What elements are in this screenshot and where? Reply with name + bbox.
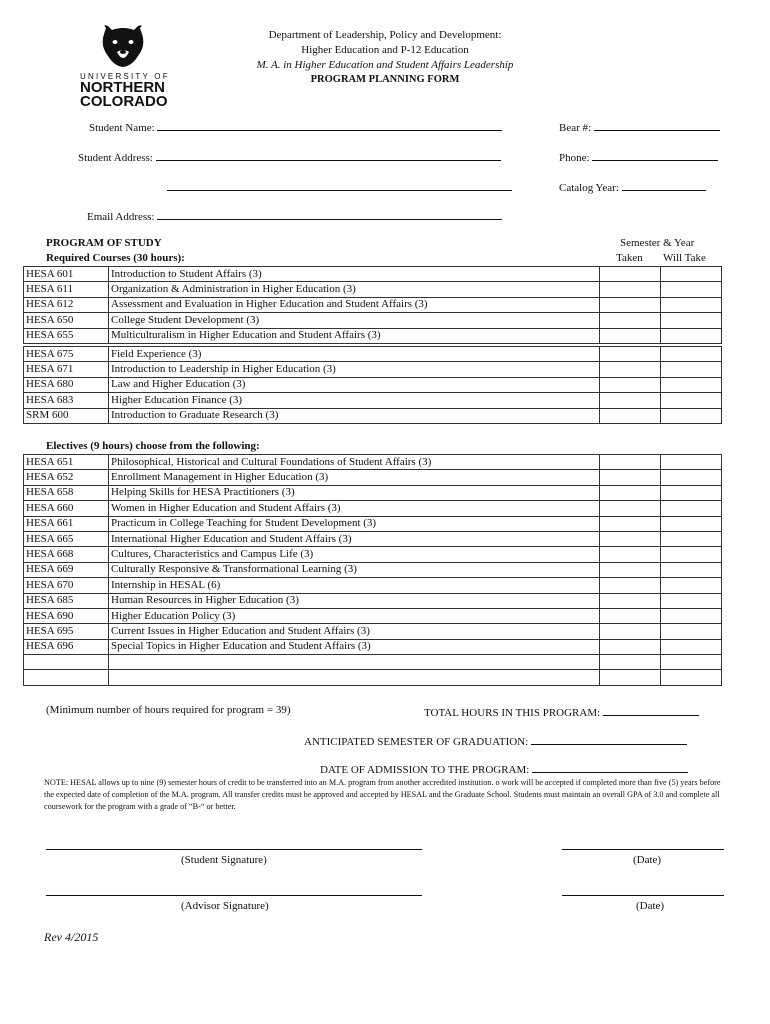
course-name: Practicum in College Teaching for Student Development (3) [109,516,600,531]
will-take-cell[interactable] [661,562,722,577]
will-take-cell[interactable] [661,578,722,593]
course-row [24,393,722,408]
will-take-cell[interactable] [661,516,722,531]
course-row [24,282,722,297]
student-name-field[interactable] [89,119,502,134]
will-take-cell[interactable] [661,655,722,670]
taken-cell[interactable] [600,608,661,623]
taken-cell[interactable] [600,470,661,485]
electives-title: Electives (9 hours) choose from the following: [46,440,260,452]
taken-cell[interactable] [600,485,661,500]
course-row [24,501,722,516]
will-take-header: Will Take [663,252,706,264]
taken-cell[interactable] [600,408,661,423]
student-signature-label: (Student Signature) [181,854,267,866]
will-take-cell[interactable] [661,593,722,608]
email-line[interactable] [157,208,502,220]
anticipated-graduation-field[interactable] [304,733,687,748]
address-line-2-line[interactable] [167,179,512,191]
taken-cell[interactable] [600,328,661,343]
taken-cell[interactable] [600,593,661,608]
admission-date-field[interactable] [320,761,688,776]
bear-label: Bear #: [559,122,592,134]
will-take-cell[interactable] [661,455,722,470]
semester-year-header: Semester & Year [620,237,695,249]
student-address-line[interactable] [156,149,501,161]
will-take-cell[interactable] [661,377,722,392]
logo-colorado: COLORADO [80,93,168,110]
will-take-cell[interactable] [661,267,722,282]
course-name: Human Resources in Higher Education (3) [109,593,600,608]
required-courses-title: Required Courses (30 hours): [46,252,185,264]
course-row [24,624,722,639]
course-name [109,670,600,685]
advisor-date-line[interactable] [562,895,724,896]
unc-logo [80,24,170,110]
required-courses-table-b [23,346,722,424]
course-name: International Higher Education and Student Affairs (3) [109,531,600,546]
course-name: Introduction to Graduate Research (3) [109,408,600,423]
course-name: Introduction to Student Affairs (3) [109,267,600,282]
total-hours-field[interactable] [424,704,699,719]
form-title: PROGRAM PLANNING FORM [310,74,460,85]
will-take-cell[interactable] [661,670,722,685]
course-row [24,593,722,608]
course-name [109,655,600,670]
will-take-cell[interactable] [661,297,722,312]
course-code: HESA 655 [24,328,109,343]
revision-label: Rev 4/2015 [44,930,99,944]
course-code: HESA 612 [24,297,109,312]
course-code: SRM 600 [24,408,109,423]
taken-cell[interactable] [600,393,661,408]
course-name: Enrollment Management in Higher Education (3) [109,470,600,485]
course-code: HESA 652 [24,470,109,485]
taken-cell[interactable] [600,455,661,470]
degree-line: M. A. in Higher Education and Student Affairs Leadership [256,59,514,71]
logo-university-of: UNIVERSITY OF [80,72,170,81]
minimum-hours-note: (Minimum number of hours required for program = 39) [46,704,291,716]
student-date-line[interactable] [562,849,724,850]
course-name: Organization & Administration in Higher Education (3) [109,282,600,297]
course-row [24,531,722,546]
taken-cell[interactable] [600,531,661,546]
will-take-cell[interactable] [661,624,722,639]
course-name: Current Issues in Higher Education and Student Affairs (3) [109,624,600,639]
will-take-cell[interactable] [661,501,722,516]
course-row [24,347,722,362]
student-date-label: (Date) [633,854,662,866]
transfer-credit-note: NOTE: HESAL allows up to nine (9) semester hours of credit to be transferred into an M.A. program from another accredited institution. o work will be accepted if completed more than five (5) years before the expected date of completion of the M.A. program. All transfer credits must be approved and accepted by HESAL and the Graduate School. Students must maintain an overall GPA of 3.0 and complete all coursework for the program with a grade of “B-“ or better. [44,778,721,811]
course-row [24,328,722,343]
course-row [24,670,722,685]
course-row [24,297,722,312]
will-take-cell[interactable] [661,547,722,562]
taken-cell[interactable] [600,624,661,639]
taken-cell[interactable] [600,501,661,516]
course-code: HESA 671 [24,362,109,377]
electives-table [23,454,722,686]
catalog-year-line[interactable] [622,179,706,191]
course-code [24,670,109,685]
catalog-year-label: Catalog Year: [559,182,619,194]
total-hours-line[interactable] [603,704,699,716]
course-code: HESA 690 [24,608,109,623]
taken-cell[interactable] [600,347,661,362]
email-field[interactable] [87,208,502,223]
phone-line[interactable] [592,149,718,161]
will-take-cell[interactable] [661,408,722,423]
course-name: Culturally Responsive & Transformational Learning (3) [109,562,600,577]
course-code: HESA 669 [24,562,109,577]
course-name: Field Experience (3) [109,347,600,362]
will-take-cell[interactable] [661,282,722,297]
will-take-cell[interactable] [661,328,722,343]
course-code: HESA 665 [24,531,109,546]
email-label: Email Address: [87,211,155,223]
course-name: College Student Development (3) [109,313,600,328]
taken-cell[interactable] [600,377,661,392]
course-code: HESA 680 [24,377,109,392]
bear-field[interactable] [559,119,720,134]
course-row [24,608,722,623]
course-code: HESA 660 [24,501,109,516]
course-code: HESA 695 [24,624,109,639]
course-code: HESA 685 [24,593,109,608]
will-take-cell[interactable] [661,347,722,362]
course-name: Law and Higher Education (3) [109,377,600,392]
will-take-cell[interactable] [661,531,722,546]
course-name: Women in Higher Education and Student Affairs (3) [109,501,600,516]
will-take-cell[interactable] [661,313,722,328]
course-row [24,313,722,328]
logo-name [80,81,168,109]
will-take-cell[interactable] [661,393,722,408]
advisor-date-label: (Date) [636,900,665,912]
required-courses-table-a [23,266,722,344]
course-row [24,377,722,392]
anticipated-graduation-line[interactable] [531,733,687,745]
course-code: HESA 651 [24,455,109,470]
student-address-label: Student Address: [78,152,153,164]
admission-date-line[interactable] [532,761,688,773]
course-row [24,655,722,670]
student-address-field[interactable] [78,149,501,164]
will-take-cell[interactable] [661,362,722,377]
course-row [24,547,722,562]
course-name: Internship in HESAL (6) [109,578,600,593]
total-hours-label: TOTAL HOURS IN THIS PROGRAM: [424,707,601,719]
catalog-year-field[interactable] [559,179,706,194]
course-code: HESA 675 [24,347,109,362]
course-name: Introduction to Leadership in Higher Education (3) [109,362,600,377]
course-code: HESA 611 [24,282,109,297]
student-name-label: Student Name: [89,122,155,134]
program-line: Higher Education and P-12 Education [301,44,469,56]
advisor-signature-label: (Advisor Signature) [181,900,269,912]
will-take-cell[interactable] [661,470,722,485]
course-name: Special Topics in Higher Education and Student Affairs (3) [109,639,600,654]
course-name: Helping Skills for HESA Practitioners (3) [109,485,600,500]
course-row [24,408,722,423]
taken-cell[interactable] [600,297,661,312]
will-take-cell[interactable] [661,639,722,654]
course-code: HESA 601 [24,267,109,282]
course-code: HESA 683 [24,393,109,408]
course-row [24,562,722,577]
address-line-2[interactable] [167,179,512,194]
course-code: HESA 696 [24,639,109,654]
course-code [24,655,109,670]
course-name: Cultures, Characteristics and Campus Life (3) [109,547,600,562]
course-row [24,362,722,377]
course-name: Higher Education Finance (3) [109,393,600,408]
taken-cell[interactable] [600,516,661,531]
taken-cell[interactable] [600,313,661,328]
admission-date-label: DATE OF ADMISSION TO THE PROGRAM: [320,764,530,776]
program-of-study-title: PROGRAM OF STUDY [46,237,162,249]
course-name: Assessment and Evaluation in Higher Education and Student Affairs (3) [109,297,600,312]
student-signature-line[interactable] [46,849,422,850]
department-line: Department of Leadership, Policy and Development: [268,29,502,41]
advisor-signature-line[interactable] [46,895,422,896]
will-take-cell[interactable] [661,608,722,623]
taken-cell[interactable] [600,282,661,297]
student-name-line[interactable] [157,119,502,131]
taken-cell[interactable] [600,670,661,685]
course-row [24,516,722,531]
course-code: HESA 650 [24,313,109,328]
course-row [24,639,722,654]
will-take-cell[interactable] [661,485,722,500]
course-row [24,578,722,593]
taken-cell[interactable] [600,362,661,377]
bear-line[interactable] [594,119,720,131]
course-row [24,455,722,470]
taken-cell[interactable] [600,562,661,577]
taken-cell[interactable] [600,639,661,654]
bear-icon [98,24,148,68]
logo-northern: NORTHERN [80,79,165,96]
anticipated-graduation-label: ANTICIPATED SEMESTER OF GRADUATION: [304,736,529,748]
course-code: HESA 658 [24,485,109,500]
course-code: HESA 661 [24,516,109,531]
course-code: HESA 670 [24,578,109,593]
taken-header: Taken [616,252,643,264]
course-name: Multiculturalism in Higher Education and Student Affairs (3) [109,328,600,343]
course-code: HESA 668 [24,547,109,562]
taken-cell[interactable] [600,547,661,562]
phone-label: Phone: [559,152,590,164]
course-name: Philosophical, Historical and Cultural Foundations of Student Affairs (3) [109,455,600,470]
phone-field[interactable] [559,149,718,164]
course-row [24,267,722,282]
taken-cell[interactable] [600,655,661,670]
taken-cell[interactable] [600,267,661,282]
taken-cell[interactable] [600,578,661,593]
course-row [24,485,722,500]
course-name: Higher Education Policy (3) [109,608,600,623]
course-row [24,470,722,485]
